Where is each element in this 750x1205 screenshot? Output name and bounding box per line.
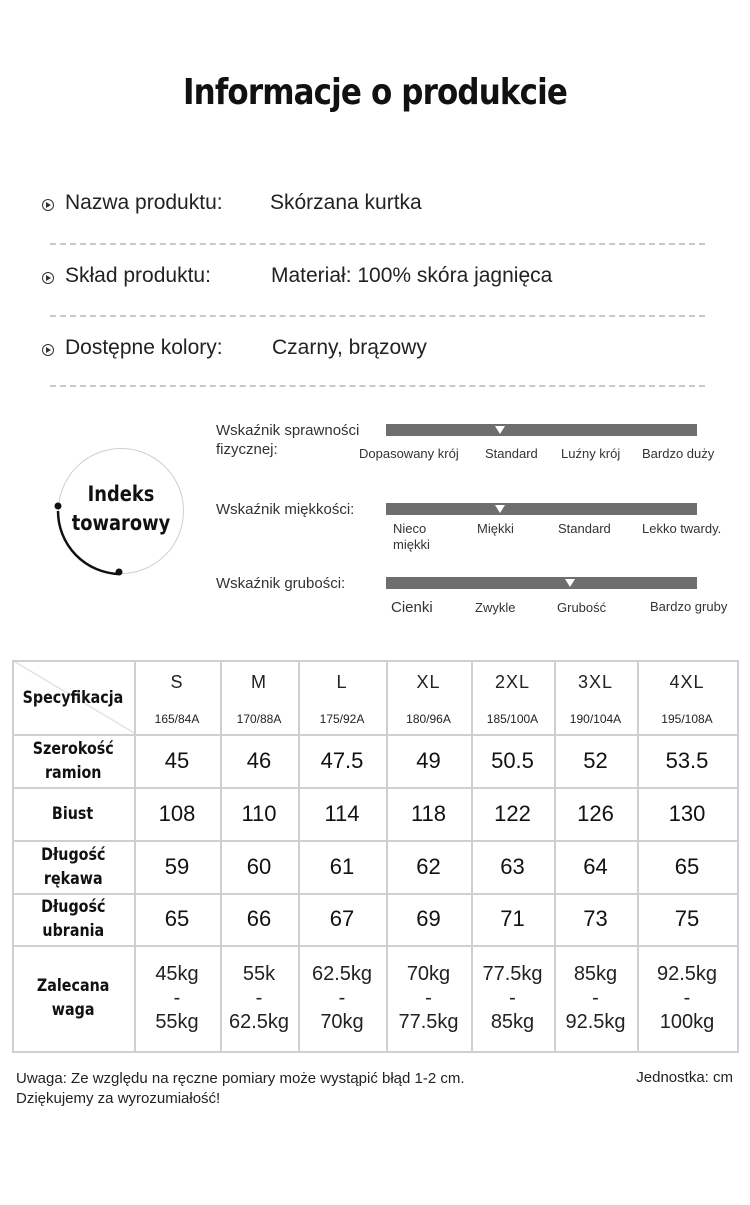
info-label: Dostępne kolory: (65, 336, 223, 359)
weight-sep: - (683, 987, 691, 1009)
play-circle-icon (42, 272, 54, 284)
weight-to: 55kg (155, 1011, 199, 1033)
size-name: 3XL (577, 671, 614, 692)
table-cell: 108 (158, 800, 196, 826)
row-label-shoulder (32, 737, 113, 785)
index-title-line2: towarowy (71, 511, 171, 535)
indicator-option: Standard (558, 521, 611, 536)
indicator-marker (495, 426, 505, 434)
size-table (12, 660, 739, 1053)
weight-to: 100kg (659, 1011, 715, 1033)
weight-sep: - (338, 987, 346, 1009)
info-value: Materiał: 100% skóra jagnięca (271, 264, 553, 287)
weight-range (312, 962, 372, 1034)
table-cell: 46 (246, 747, 272, 773)
row-label-line: Szerokość (32, 738, 114, 759)
weight-range (398, 962, 458, 1034)
size-code: 185/100A (486, 712, 539, 726)
table-cell: 49 (416, 747, 441, 773)
table-cell: 69 (416, 906, 441, 931)
indicator-option: Miękki (477, 521, 514, 536)
weight-sep: - (592, 987, 599, 1009)
table-cell: 64 (583, 853, 608, 879)
row-label-line: ramion (44, 762, 102, 783)
table-cell: 73 (583, 906, 608, 931)
weight-to: 62.5kg (228, 1011, 290, 1033)
footer-note (16, 1069, 465, 1109)
weight-sep: - (425, 987, 432, 1009)
weight-from: 45kg (155, 963, 199, 985)
indicator-thickness-bar (386, 577, 697, 589)
indicator-option: Bardzo duży (642, 446, 715, 461)
table-corner-label: Specyfikacja (22, 688, 124, 708)
table-cell: 110 (241, 800, 277, 826)
table-cell: 61 (329, 853, 355, 879)
weight-range (482, 962, 542, 1034)
divider (50, 385, 705, 387)
indicator-option: Standard (485, 446, 538, 461)
row-label-line: Biust (52, 803, 94, 824)
row-label-line: Długość (40, 844, 106, 865)
table-cell: 130 (668, 800, 706, 826)
table-cell: 118 (410, 800, 447, 826)
weight-from: 55k (242, 963, 276, 985)
table-cell: 126 (577, 800, 614, 826)
indicator-marker (565, 579, 575, 587)
weight-from: 77.5kg (482, 963, 543, 985)
size-name: L (336, 671, 348, 692)
indicator-option: Nieco miękki (393, 521, 430, 552)
indicator-fit-bar (386, 424, 697, 436)
table-cell: 62 (416, 853, 441, 879)
row-label-line: ubrania (42, 921, 104, 941)
info-label: Nazwa produktu: (65, 191, 223, 214)
row-label-weight (37, 974, 109, 1022)
info-label: Skład produktu: (65, 264, 211, 287)
weight-from: 92.5kg (656, 963, 718, 985)
size-code: 190/104A (569, 712, 622, 726)
unit-label: Jednostka: cm (636, 1069, 733, 1086)
size-name: S (170, 671, 184, 692)
size-code: 170/88A (236, 712, 282, 726)
indicator-option: Luźny krój (561, 446, 621, 461)
row-label-length (41, 895, 105, 943)
weight-range (229, 962, 289, 1034)
row-label-line: Zalecana (36, 976, 110, 996)
weight-to: 92.5kg (565, 1011, 626, 1033)
index-title (67, 480, 174, 538)
weight-sep: - (255, 987, 263, 1009)
indicator-softness-bar (386, 503, 697, 515)
table-cell: 71 (500, 906, 525, 931)
play-circle-icon (42, 344, 54, 356)
table-cell: 47.5 (320, 747, 364, 773)
table-cell: 63 (500, 853, 525, 879)
divider (50, 243, 705, 245)
table-cell: 75 (674, 906, 700, 931)
info-value: Skórzana kurtka (270, 191, 422, 214)
size-code: 180/96A (406, 712, 451, 726)
indicator-option: Lekko twardy. (642, 521, 722, 536)
indicator-option: Zwykle (475, 600, 516, 615)
weight-range (155, 962, 198, 1034)
indicator-option: Cienki (391, 599, 433, 616)
table-cell: 50.5 (491, 747, 534, 773)
table-cell: 52 (583, 747, 608, 773)
divider (50, 315, 705, 317)
indicator-fit-label: Wskaźnik sprawności fizycznej: (216, 422, 360, 458)
table-cell: 67 (329, 906, 355, 931)
row-label-line: Długość (40, 897, 106, 917)
table-cell: 114 (324, 800, 360, 826)
table-cell: 60 (246, 853, 272, 879)
table-cell: 45 (164, 747, 190, 773)
weight-from: 70kg (406, 963, 451, 985)
indicator-softness-label: Wskaźnik miękkości: (216, 501, 355, 518)
table-cell: 65 (674, 853, 700, 879)
size-name: XL (416, 671, 441, 692)
weight-from: 85kg (573, 963, 618, 985)
play-circle-icon (42, 199, 54, 211)
weight-to: 77.5kg (398, 1011, 459, 1033)
weight-to: 70kg (320, 1011, 364, 1033)
row-label-bust (52, 802, 93, 826)
info-value: Czarny, brązowy (272, 336, 427, 359)
indicator-option: Dopasowany krój (359, 446, 459, 461)
indicator-option: Bardzo gruby (650, 599, 728, 614)
size-name: M (251, 671, 267, 692)
index-title-line1: Indeks (87, 482, 155, 506)
row-label-line: waga (51, 1000, 95, 1020)
note-line: Uwaga: Ze względu na ręczne pomiary może wystąpić błąd 1-2 cm. (16, 1070, 465, 1087)
table-cell: 122 (494, 800, 531, 826)
table-cell: 53.5 (665, 747, 709, 773)
indicator-thickness-label: Wskaźnik grubości: (216, 575, 346, 592)
arc-start-dot (55, 503, 62, 510)
table-cell: 59 (164, 853, 190, 879)
size-name: 2XL (494, 671, 531, 692)
weight-to: 85kg (490, 1011, 535, 1033)
page-title: Informacje o produkcie (182, 72, 568, 113)
row-label-sleeve (41, 843, 105, 891)
row-label-line: rękawa (43, 868, 103, 889)
weight-range (657, 962, 717, 1034)
table-cell: 65 (164, 906, 190, 931)
weight-sep: - (173, 987, 181, 1009)
size-code: 195/108A (661, 712, 713, 726)
weight-from: 62.5kg (311, 963, 373, 985)
size-name: 4XL (669, 671, 705, 692)
table-cell: 66 (246, 906, 272, 931)
arc-end-dot (116, 569, 123, 576)
weight-range (565, 962, 625, 1034)
note-line: Dziękujemy za wyrozumiałość! (16, 1090, 221, 1107)
indicator-marker (495, 505, 505, 513)
indicator-option: Grubość (557, 600, 607, 615)
size-code: 165/84A (154, 712, 200, 726)
size-code: 175/92A (319, 712, 365, 726)
weight-sep: - (509, 987, 516, 1009)
